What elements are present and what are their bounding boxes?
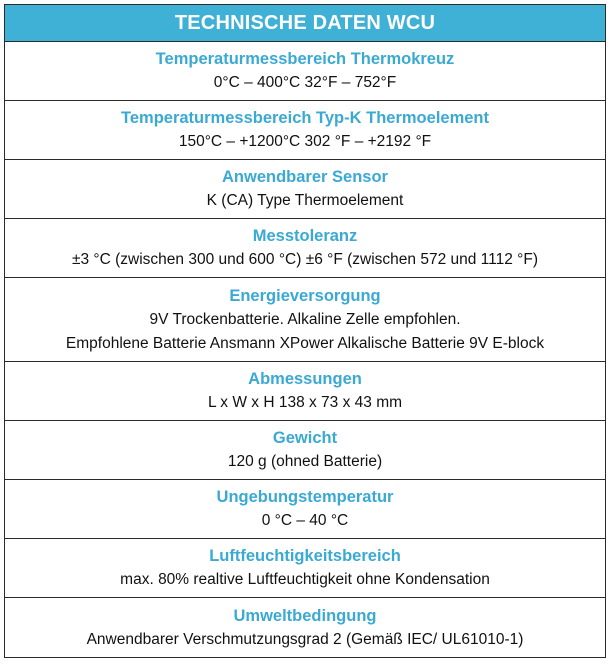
spec-row-tolerance <box>5 219 605 278</box>
spec-value: K (CA) Type Thermoelement <box>206 192 404 209</box>
spec-label: Gewicht <box>272 429 338 447</box>
spec-row-temp-range-typ-k <box>5 101 605 160</box>
spec-label: Temperaturmessbereich Typ-K Thermoelement <box>121 109 489 127</box>
spec-row-ambient-temp <box>5 480 605 539</box>
spec-label: Abmessungen <box>248 370 362 388</box>
table-title: TECHNISCHE DATEN WCU <box>5 5 605 42</box>
spec-value: 0 °C – 40 °C <box>261 512 349 529</box>
spec-value: 150°C – +1200°C 302 °F – +2192 °F <box>178 133 432 150</box>
spec-value: 120 g (ohned Batterie) <box>227 453 383 470</box>
spec-row-temp-range-thermokreuz <box>5 42 605 101</box>
spec-label: Messtoleranz <box>252 227 358 245</box>
spec-row-environment <box>5 598 605 657</box>
spec-value: max. 80% realtive Luftfeuchtigkeit ohne Kondensation <box>120 571 490 588</box>
spec-value: Anwendbarer Verschmutzungsgrad 2 (Gemäß IEC/ UL61010-1) <box>86 630 524 648</box>
spec-label: Anwendbarer Sensor <box>222 168 388 186</box>
spec-label: Temperaturmessbereich Thermokreuz <box>155 50 455 68</box>
spec-row-sensor <box>5 160 605 219</box>
spec-row-dimensions <box>5 362 605 421</box>
spec-value: 0°C – 400°C 32°F – 752°F <box>213 74 397 91</box>
spec-row-humidity <box>5 539 605 598</box>
spec-value: 9V Trockenbatterie. Alkaline Zelle empfohlen. <box>149 310 461 328</box>
spec-value: ±3 °C (zwischen 300 und 600 °C) ±6 °F (zwischen 572 und 1112 °F) <box>72 251 538 268</box>
spec-row-power-supply <box>5 278 605 362</box>
spec-label: Umweltbedingung <box>233 606 377 625</box>
spec-label: Luftfeuchtigkeitsbereich <box>209 547 401 565</box>
spec-value: Empfohlene Batterie Ansmann XPower Alkalische Batterie 9V E-block <box>65 334 545 352</box>
spec-label: Ungebungstemperatur <box>216 488 394 506</box>
spec-label: Energieversorgung <box>229 286 381 305</box>
spec-value: L x W x H 138 x 73 x 43 mm <box>207 394 403 411</box>
spec-row-weight <box>5 421 605 480</box>
spec-table <box>4 4 606 658</box>
